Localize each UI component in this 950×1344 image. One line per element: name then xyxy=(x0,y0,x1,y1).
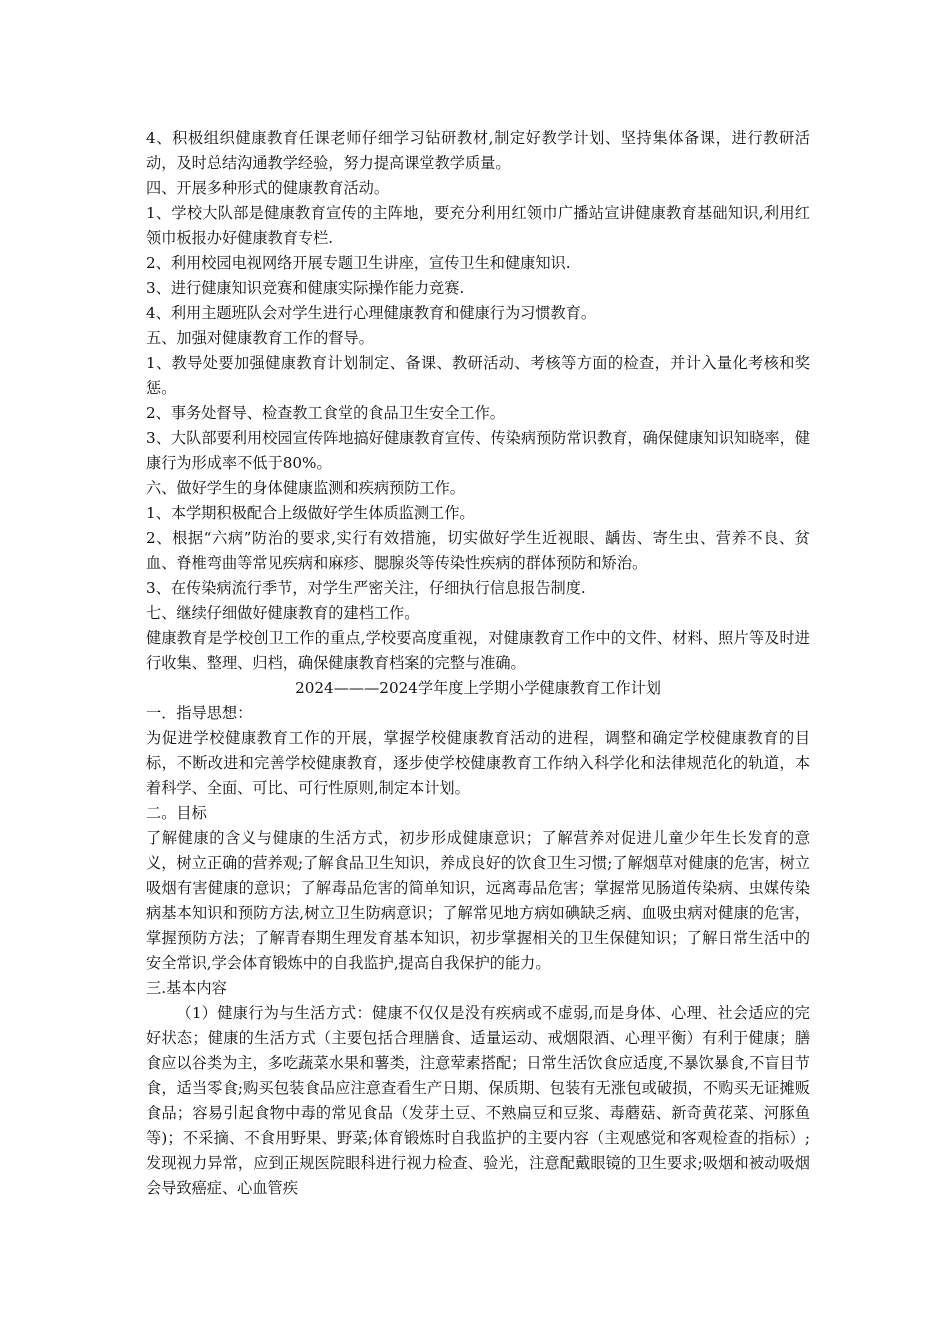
heading-basic-content: 三.基本内容 xyxy=(146,979,227,997)
list-item-campus-tv-lectures: 2、利用校园电视网络开展专题卫生讲座，宣传卫生和健康知识. xyxy=(146,254,571,272)
section-heading-4: 四、开展多种形式的健康教育活动。 xyxy=(146,179,389,197)
list-item-fitness-monitoring: 1、本学期积极配合上级做好学生体质监测工作。 xyxy=(146,504,475,522)
list-item-epidemic-season: 3、在传染病流行季节，对学生严密关注，仔细执行信息报告制度. xyxy=(146,579,586,597)
paragraph-archiving: 健康教育是学校创卫工作的重点,学校要高度重视，对健康教育工作中的文件、材料、照片等及时进行收集、整理、归档，确保健康教育档案的完整与准确。 xyxy=(146,629,810,672)
section-heading-6: 六、做好学生的身体健康监测和疾病预防工作。 xyxy=(146,479,465,497)
heading-goals: 二。目标 xyxy=(146,804,207,822)
paragraph-goals: 了解健康的含义与健康的生活方式，初步形成健康意识；了解营养对促进儿童少年生长发育的意义，树立正确的营养观;了解食品卫生知识，养成良好的饮食卫生习惯;了解烟草对健康的危害，树立吸烟有害健康的意识；了解毒品危害的简单知识，远离毒品危害；掌握常见肠道传染病、虫媒传染病基本知识和预防方法,树立卫生防病意识；了解常见地方病如碘缺乏病、血吸虫病对健康的危害，掌握预防方法；了解青春期生理发育基本知识，初步掌握相关的卫生保健知识；了解日常生活中的安全常识,学会体育锻炼中的自我监护,提高自我保护的能力。 xyxy=(146,829,810,972)
list-item-six-diseases: 2、根据“六病”防治的要求,实行有效措施，切实做好学生近视眼、龋齿、寄生虫、营养不良、贫血、脊椎弯曲等常见疾病和麻疹、腮腺炎等传染性疾病的群体预防和矫治。 xyxy=(146,529,810,572)
paragraph-item-4-teaching-research: 4、积极组织健康教育任课老师仔细学习钻研教材,制定好教学计划、坚持集体备课，进行教研活动，及时总结沟通教学经验，努力提高课堂教学质量。 xyxy=(146,129,810,172)
list-item-affairs-office: 2、事务处督导、检查教工食堂的食品卫生安全工作。 xyxy=(146,404,505,422)
paragraph-guiding-ideology: 为促进学校健康教育工作的开展，掌握学校健康教育活动的进程，调整和确定学校健康教育的目标，不断改进和完善学校健康教育，逐步使学校健康教育工作纳入科学化和法律规范化的轨道，本着科学、全面、可比、可行性原则,制定本计划。 xyxy=(146,729,810,797)
list-item-academic-office: 1、教导处要加强健康教育计划制定、备课、教研活动、考核等方面的检查，并计入量化考核和奖惩。 xyxy=(146,354,810,397)
document-page xyxy=(146,126,810,1201)
plan-title: 2024———2024学年度上学期小学健康教育工作计划 xyxy=(295,679,661,697)
heading-guiding-ideology: 一．指导思想： xyxy=(146,704,253,722)
section-heading-7: 七、继续仔细做好健康教育的建档工作。 xyxy=(146,604,420,622)
paragraph-health-behavior: （1）健康行为与生活方式：健康不仅仅是没有疾病或不虚弱,而是身体、心理、社会适应的完好状态；健康的生活方式（主要包括合理膳食、适量运动、戒烟限酒、心理平衡）有利于健康；膳食应以谷类为主，多吃蔬菜水果和薯类，注意荤素搭配；日常生活饮食应适度,不暴饮暴食,不盲目节食，适当零食;购买包装食品应注意查看生产日期、保质期、包装有无涨包或破损，不购买无证摊贩食品；容易引起食物中毒的常见食品（发芽土豆、不熟扁豆和豆浆、毒蘑菇、新奇黄花菜、河豚鱼等)；不采摘、不食用野果、野菜;体育锻炼时自我监护的主要内容（主观感觉和客观检查的指标）;发现视力异常，应到正规医院眼科进行视力检查、验光，注意配戴眼镜的卫生要求;吸烟和被动吸烟会导致癌症、心血管疾 xyxy=(146,1004,810,1197)
list-item-brigade-publicity: 3、大队部要利用校园宣传阵地搞好健康教育宣传、传染病预防常识教育，确保健康知识知晓率，健康行为形成率不低于80%。 xyxy=(146,429,810,472)
list-item-knowledge-contest: 3、进行健康知识竞赛和健康实际操作能力竞赛. xyxy=(146,279,465,297)
section-heading-5: 五、加强对健康教育工作的督导。 xyxy=(146,329,374,347)
list-item-brigade-propaganda: 1、学校大队部是健康教育宣传的主阵地，要充分利用红领巾广播站宣讲健康教育基础知识,利用红领巾板报办好健康教育专栏. xyxy=(146,204,810,247)
list-item-class-meetings: 4、利用主题班队会对学生进行心理健康教育和健康行为习惯教育。 xyxy=(146,304,597,322)
